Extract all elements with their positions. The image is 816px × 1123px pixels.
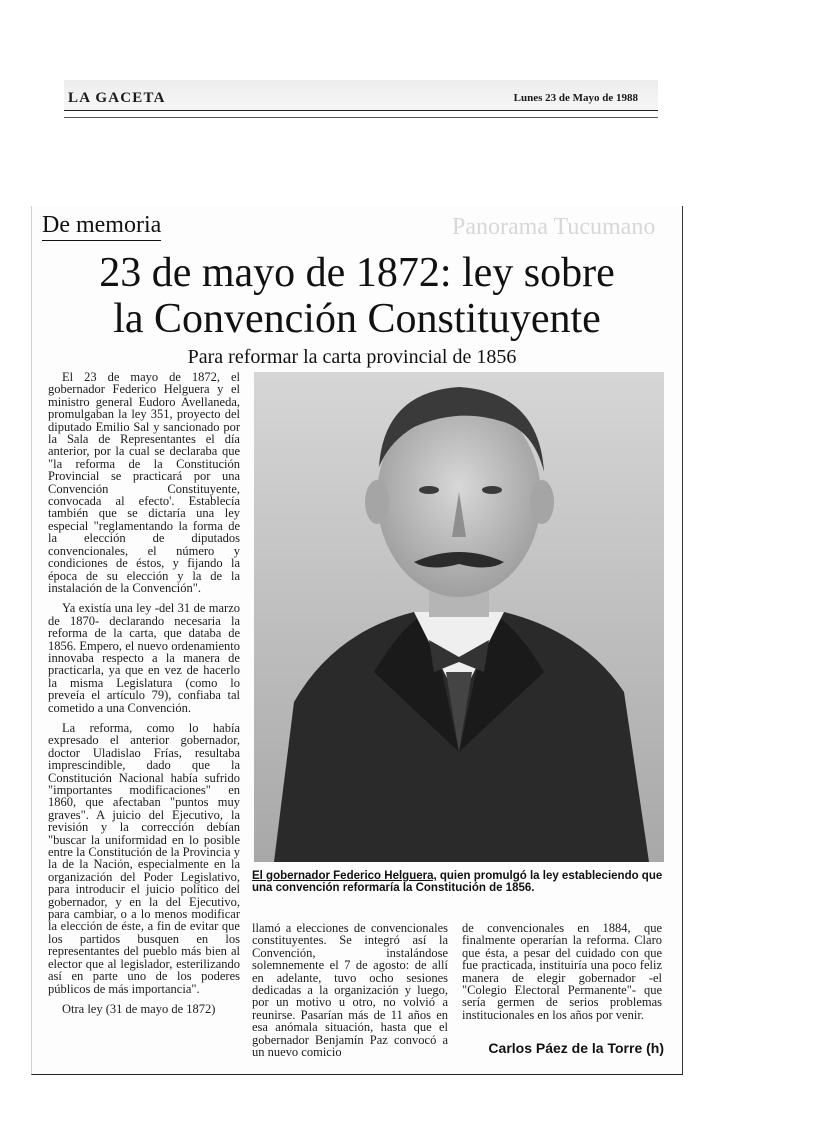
article-column-1 <box>48 371 240 1061</box>
author-byline: Carlos Páez de la Torre (h) <box>488 1040 664 1056</box>
headline-line-2: la Convención Constituyente <box>113 296 601 342</box>
paragraph-1: El 23 de mayo de 1872, el gobernador Federico Helguera y el ministro general Eudoro Avellaneda, promulgaban la ley 351, proyecto del diputado Emilio Sal y sancionado por la Sala de Representantes el día anterior, por la cual se declaraba que "la reforma de la Constitución Provincial se practicará por una Convención Constituyente, convocada al efecto'. Establecía también que se dictaría una ley especial "reglamentando la forma de la elección de diputados convencionales, el número y condiciones de éstos, y fijando la época de su elección y la de la instalación de la Convención". <box>48 370 240 595</box>
article-clipping <box>31 206 683 1075</box>
bleed-through-text: Panorama Tucumano <box>452 214 656 240</box>
article-column-3 <box>462 922 662 1032</box>
newspaper-masthead <box>64 80 658 111</box>
caption-subject-name: El gobernador Federico Helguera, <box>252 870 437 882</box>
portrait-photo <box>254 372 664 862</box>
article-column-2 <box>252 922 448 1062</box>
issue-date: Lunes 23 de Mayo de 1988 <box>513 92 638 104</box>
paragraph-4: Otra ley (31 de mayo de 1872) <box>62 1001 216 1016</box>
masthead-rule <box>64 117 658 118</box>
photo-caption <box>252 870 664 894</box>
portrait-illustration <box>254 372 664 862</box>
headline <box>52 250 662 342</box>
paragraph-2: Ya existía una ley -del 31 de marzo de 1870- declarando necesaria la reforma de la carta, que databa de 1856. Empero, el nuevo ordenamiento innovaba respecto a la manera de practicarla, ya que en vez de hacerlo la misma Legislatura (como lo preveía el artículo 79), confiaba tal cometido a una Convención. <box>48 601 240 715</box>
subheadline: Para reformar la carta provincial de 1856 <box>187 346 517 368</box>
headline-line-1: 23 de mayo de 1872: ley sobre <box>99 250 615 296</box>
paragraph-5: llamó a elecciones de convencionales constituyentes. Se integró así la Convención, instalándose solemnemente el 7 de agosto: de allí en adelante, tuvo ocho sesiones dedicadas a la organización y luego, por un motivo u otro, no volvió a reunirse. Pasarían más de 11 años en esa anómala situación, hasta que el gobernador Benjamín Paz convocó a un nuevo comicio <box>252 921 448 1060</box>
section-label: De memoria <box>42 212 161 241</box>
paragraph-6: de convencionales en 1884, que finalmente operarían la reforma. Claro que ésta, a pesar del cuidado con que fue practicada, instituiría una poco feliz manera de elegir gobernador -el "Colegio Electoral Permanente"- que sería germen de serios problemas institucionales en los años por venir. <box>462 921 662 1022</box>
newspaper-name: LA GACETA <box>68 90 166 106</box>
paragraph-3: La reforma, como lo había expresado el anterior gobernador, doctor Uladislao Frías, resultaba imprescindible, dado que la Constitución Nacional había sufrido "importantes modificaciones" en 1860, que afectaban "puntos muy graves". A juicio del Ejecutivo, la revisión y la corrección debían "buscar la uniformidad en lo posible entre la Constitución de la Provincia y la de la Nación, especialmente en la organización del Poder Legislativo, para introducir el juicio político del gobernador, y en la del Ejecutivo, para cambiar, o a lo menos modificar la elección de éste, a fin de evitar que los partidos busquen en los representantes del pueblo más bien al elector que al legislador, esterilizando así en parte uno de los poderes públicos de más importancia". <box>48 720 240 996</box>
caption-text: quien promulgó la ley estableciendo que una convención reformaría la Constitución de 1856. <box>252 870 663 894</box>
